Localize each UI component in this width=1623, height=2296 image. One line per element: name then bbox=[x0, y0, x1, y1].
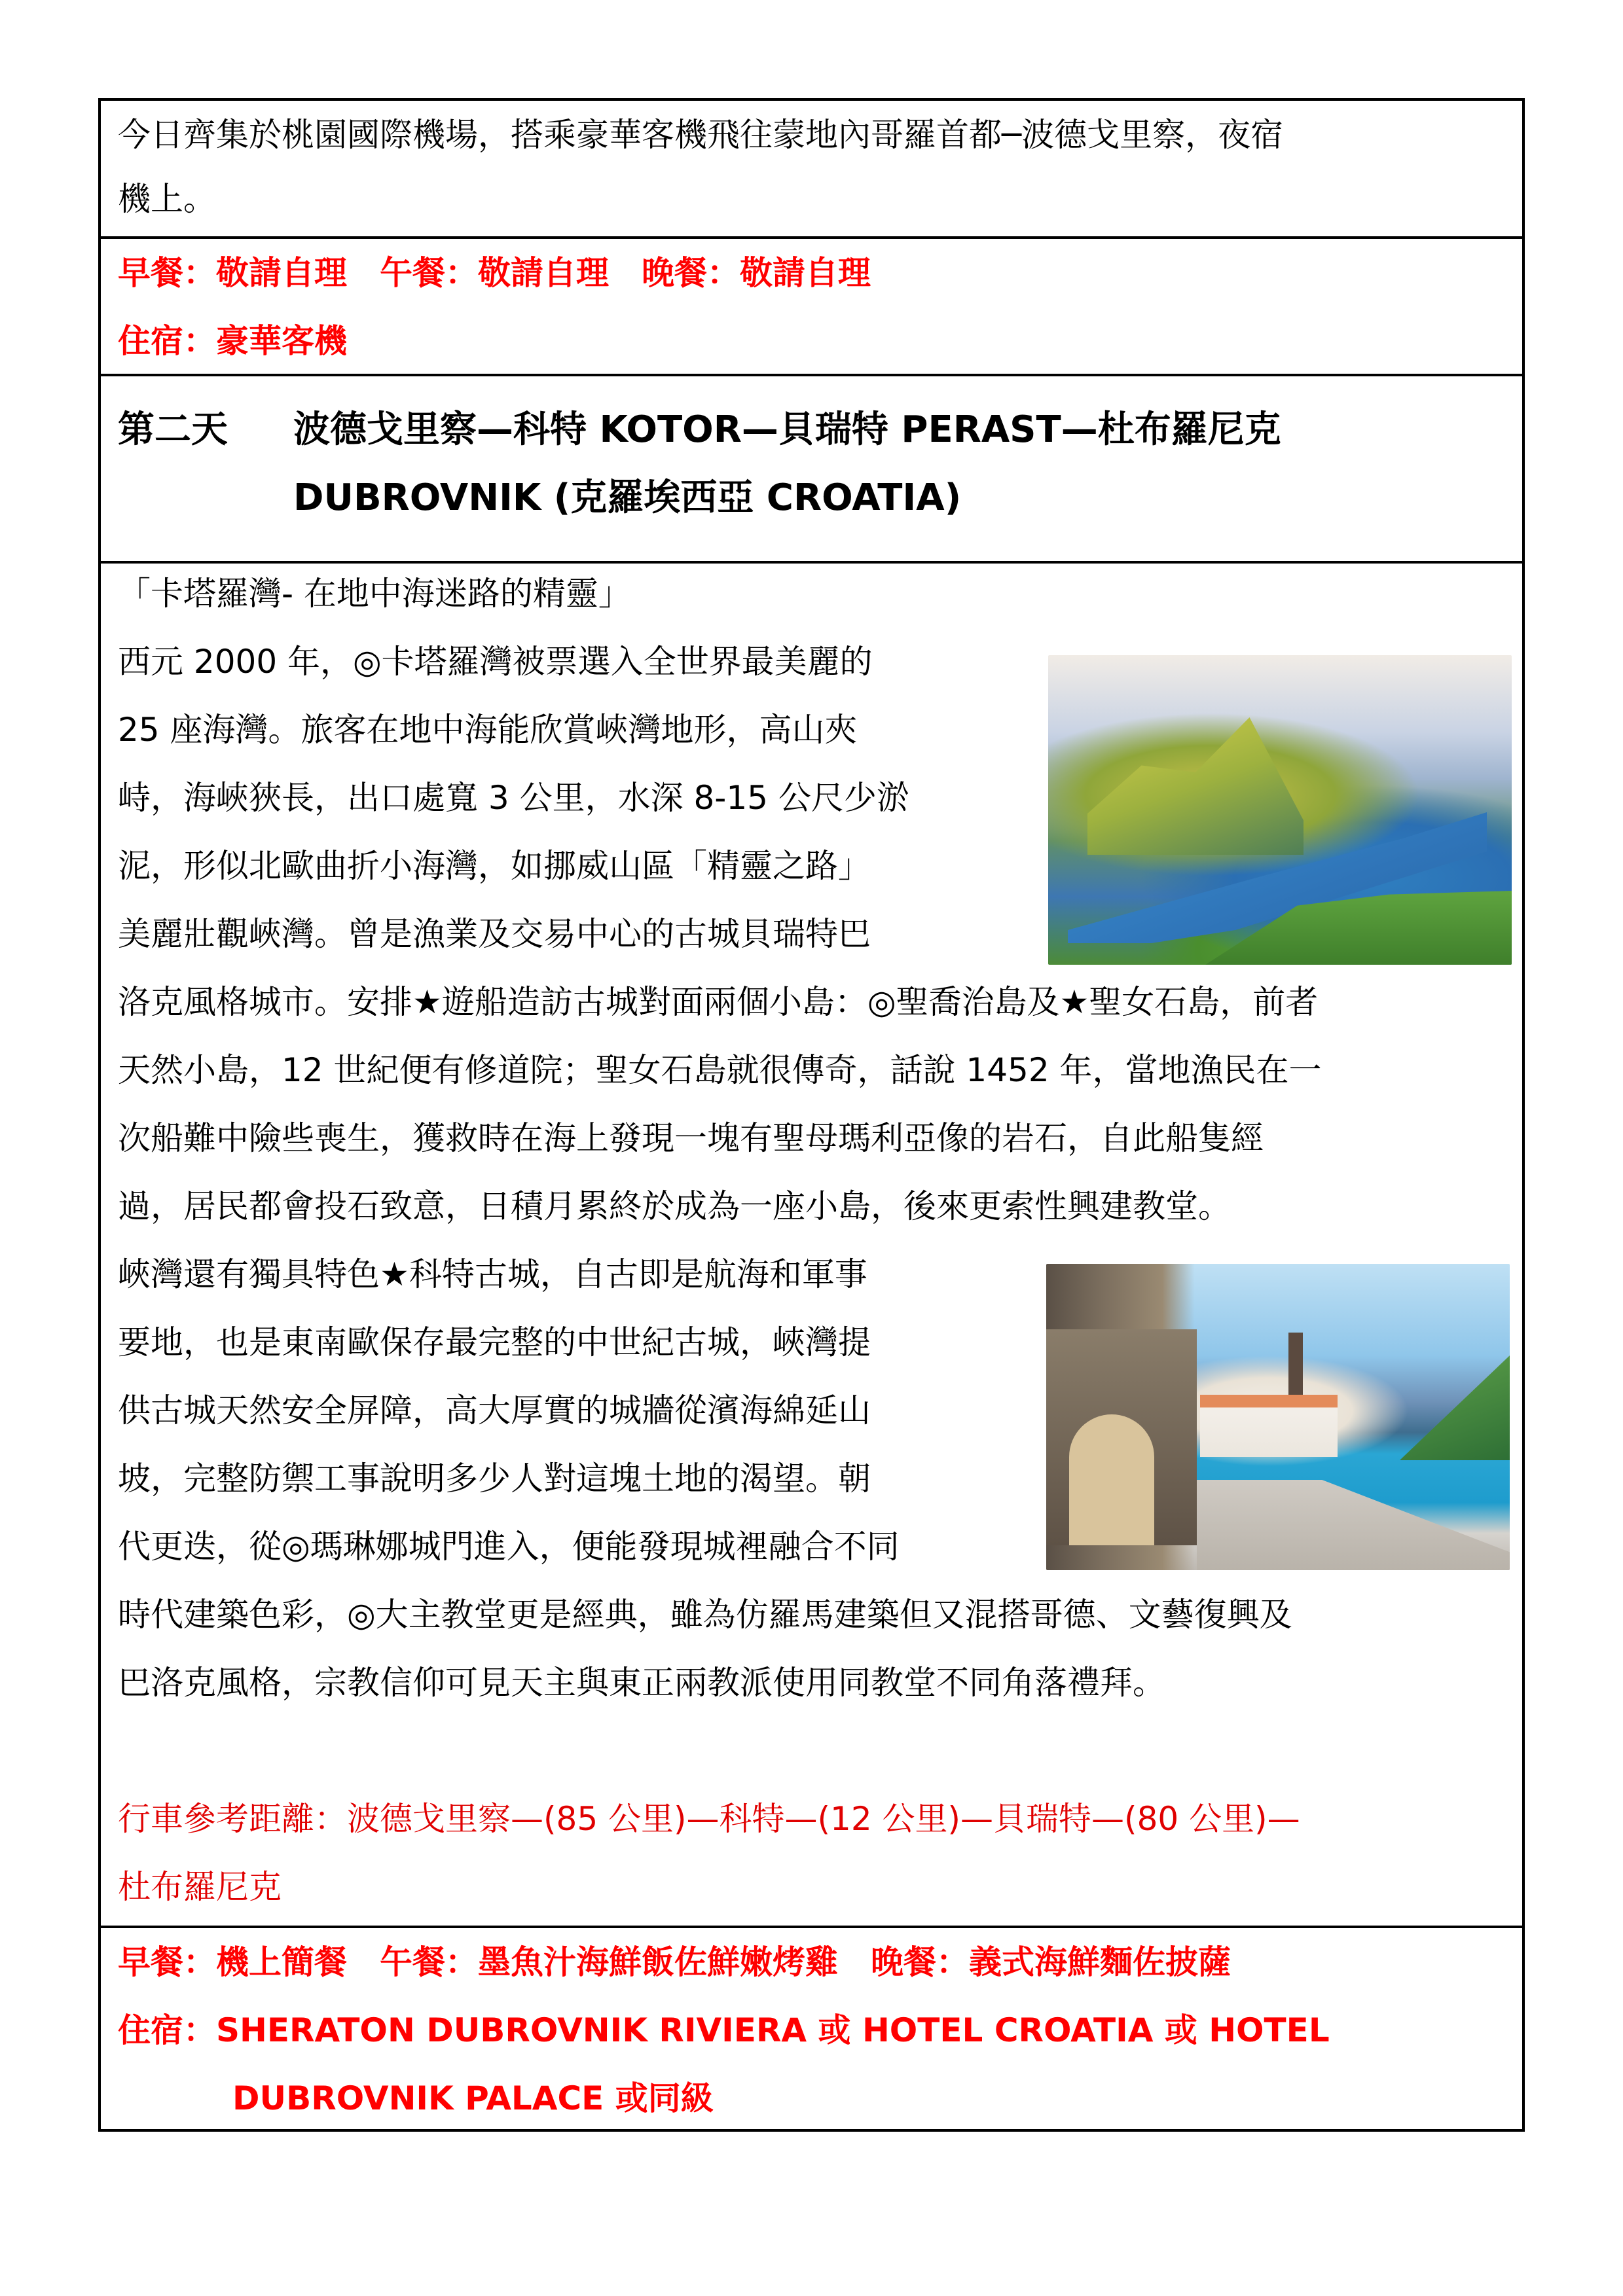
green-mountain-shape bbox=[1400, 1355, 1510, 1460]
body-line: 供古城天然安全屏障，高大厚實的城牆從濱海綿延山 bbox=[118, 1391, 871, 1429]
body-line: 25 座海灣。旅客在地中海能欣賞峽灣地形，高山夾 bbox=[118, 711, 858, 749]
day-label: 第二天 bbox=[118, 408, 228, 451]
day2-hotel-line1: 住宿：SHERATON DUBROVNIK RIVIERA 或 HOTEL CROATIA 或 HOTEL bbox=[118, 2011, 1330, 2049]
body-line: 天然小島，12 世紀便有修道院；聖女石島就很傳奇，話說 1452 年，當地漁民在一 bbox=[118, 1051, 1322, 1089]
section-heading: 「卡塔羅灣- 在地中海迷路的精靈」 bbox=[118, 575, 631, 613]
blank-line bbox=[118, 1717, 1505, 1785]
body-line: 泥，形似北歐曲折小海灣，如挪威山區「精靈之路」 bbox=[118, 847, 871, 885]
body-line: 洛克風格城市。安排★遊船造訪古城對面兩個小島：◎聖喬治島及★聖女石島，前者 bbox=[118, 983, 1319, 1021]
archway-shape bbox=[1069, 1414, 1154, 1545]
day2-route-title: 波德戈里察—科特 KOTOR—貝瑞特 PERAST—杜布羅尼克 bbox=[293, 408, 1281, 451]
day2-meals: 早餐：機上簡餐 午餐：墨魚汁海鮮飯佐鮮嫩烤雞 晚餐：義式海鮮麵佐披薩 bbox=[118, 1943, 1231, 1981]
route-distance-line: 行車參考距離：波德戈里察—(85 公里)—科特—(12 公里)—貝瑞特—(80 公里)— bbox=[118, 1800, 1300, 1838]
body-line: 巴洛克風格，宗教信仰可見天主與東正兩教派使用同教堂不同角落禮拜。 bbox=[118, 1664, 1165, 1702]
body-line: 要地，也是東南歐保存最完整的中世紀古城，峽灣提 bbox=[118, 1323, 871, 1361]
day2-hotel-line2: DUBROVNIK PALACE 或同級 bbox=[232, 2079, 714, 2117]
body-line: 峙，海峽狹長，出口處寬 3 公里，水深 8-15 公尺少淤 bbox=[118, 779, 909, 817]
promenade-shape bbox=[1197, 1480, 1510, 1570]
kotor-bay-aerial-photo bbox=[1048, 655, 1512, 965]
route-distance-line: 杜布羅尼克 bbox=[118, 1868, 282, 1906]
day2-body-row bbox=[101, 564, 1522, 1928]
day1-description-line: 今日齊集於桃園國際機場，搭乘豪華客機飛往蒙地內哥羅首都─波德戈里察，夜宿 bbox=[118, 116, 1284, 154]
body-line: 美麗壯觀峽灣。曾是漁業及交易中心的古城貝瑞特巴 bbox=[118, 915, 871, 953]
body-line: 西元 2000 年，◎卡塔羅灣被票選入全世界最美麗的 bbox=[118, 643, 873, 681]
body-line: 坡，完整防禦工事說明多少人對這塊土地的渴望。朝 bbox=[118, 1460, 871, 1498]
day2-meals-row bbox=[101, 1928, 1522, 2132]
itinerary-table bbox=[98, 98, 1525, 2132]
waterfront-buildings-shape bbox=[1200, 1395, 1338, 1457]
body-line: 過，居民都會投石致意，日積月累終於成為一座小島，後來更索性興建教堂。 bbox=[118, 1187, 1231, 1225]
day1-hotel: 住宿：豪華客機 bbox=[118, 322, 347, 360]
body-line: 時代建築色彩，◎大主教堂更是經典，雖為仿羅馬建築但又混搭哥德、文藝復興及 bbox=[118, 1596, 1292, 1634]
body-line: 代更迭，從◎瑪琳娜城門進入，便能發現城裡融合不同 bbox=[118, 1528, 900, 1566]
day2-title-line2: DUBROVNIK (克羅埃西亞 CROATIA) bbox=[293, 476, 962, 519]
body-line: 次船難中險些喪生，獲救時在海上發現一塊有聖母瑪利亞像的岩石，自此船隻經 bbox=[118, 1119, 1264, 1157]
perast-waterfront-photo bbox=[1046, 1264, 1510, 1570]
day1-description-row bbox=[101, 101, 1522, 239]
day1-description-line: 機上。 bbox=[118, 180, 216, 218]
day2-title-line1 bbox=[118, 396, 1505, 464]
day2-title-row bbox=[101, 376, 1522, 564]
mountain-shape bbox=[1087, 717, 1304, 855]
day1-meals-row bbox=[101, 239, 1522, 376]
day1-meals: 早餐：敬請自理 午餐：敬請自理 晚餐：敬請自理 bbox=[118, 254, 871, 292]
body-line: 峽灣還有獨具特色★科特古城，自古即是航海和軍事 bbox=[118, 1255, 867, 1293]
